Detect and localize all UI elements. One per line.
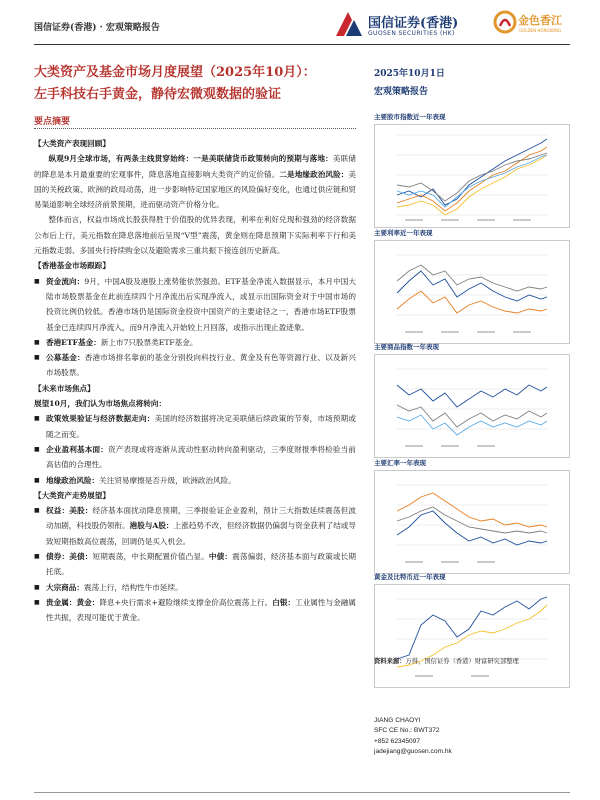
section-title-review: 【大类资产表现回顾】 xyxy=(34,139,110,148)
bullet-equity: ■ 权益：美股：经济基本面扰动降息预期，三季报验证企业盈利，预计三大指数延续震荡但波动加剧，科技股仍领衔。港股与A股：上涨趋势不改，但经济数据仍偏弱与资金获利了结或导致短期指数高位震荡，回调仍是买入机会。 xyxy=(34,503,356,549)
brand-name-cn: 国信证券(香港) xyxy=(368,16,459,31)
chart-frame xyxy=(374,584,570,688)
chart-fx-rates xyxy=(374,458,570,574)
chart-interest-rates-plot xyxy=(375,241,569,343)
chart-frame xyxy=(374,240,570,344)
chart-frame xyxy=(374,354,570,458)
chart-series-line xyxy=(397,597,547,659)
report-date: 2025年10月1日 xyxy=(374,69,445,79)
chart-fx-rates-plot xyxy=(375,471,569,573)
chart-title: 主要利率近一年表现 xyxy=(374,229,433,237)
summary-content xyxy=(34,136,356,626)
chart-series-line xyxy=(397,385,547,407)
bullet-bonds: ■ 债券：美债：短期震荡，中长期配置价值凸显。中债：震荡偏弱，经济基本面与政策或长期托底。 xyxy=(34,549,356,580)
report-title xyxy=(34,62,364,106)
chart-commodity-indices xyxy=(374,342,570,458)
report-category: 宏观策略报告 xyxy=(374,87,429,97)
bullet-marker-icon: ■ xyxy=(34,598,40,606)
chart-commodity-indices-plot xyxy=(375,355,569,457)
analyst-sfc: SFC CE No.: BWT372 xyxy=(374,727,440,735)
bullet-marker-icon: ■ xyxy=(34,338,40,346)
section-title-hk-funds: 【香港基金市场跟踪】 xyxy=(34,261,110,271)
brand2-name-en: GOLDEN HONGKONG xyxy=(519,28,562,33)
analyst-name: JIANG CHAOYI xyxy=(374,717,421,724)
bullet-marker-icon: ■ xyxy=(34,415,40,423)
chart-frame xyxy=(374,470,570,574)
breadcrumb: 国信证券(香港) · 宏观策略报告 xyxy=(34,23,160,33)
bullet-policy: ■ 政策效果验证与经济数据走向：美国的经济数据将决定美联储后续政策的节奏，市场预期或随之而变。 xyxy=(34,411,356,442)
chart-title: 主要股市指数近一年表现 xyxy=(374,113,446,121)
review-paragraph-1: 纵观9月全球市场，有两条主线贯穿始终：一是美联储货币政策转向的预期与落地：美联储的降息是本月最重要的宏观事件，降息落地直接影响大类资产的定价锚。二是地缘政治风险：美国的关税政策、欧洲的政局动荡，进一步影响特定国家地区的风险偏好变化，也通过供应链和贸易渠道影响全球经济前景预期，进而驱动资产价格分化。 xyxy=(34,154,357,210)
chart-equity-indices-plot xyxy=(375,125,569,227)
summary-column xyxy=(34,114,356,794)
bullet-geopolitics: ■ 地缘政治风险：关注贸易摩擦是否升级，欧洲政治风险。 xyxy=(34,473,356,488)
section-title-focus: 【未来市场焦点】 xyxy=(34,383,95,393)
analyst-phone: +852 62345097 xyxy=(374,737,421,745)
footer-divider xyxy=(34,792,570,793)
page-header xyxy=(0,0,600,44)
bullet-hk-etf: ■ 香港ETF基金：新上市7只股票类ETF基金。 xyxy=(34,335,356,350)
report-title-line1: 大类资产及基金市场月度展望（2025年10月）： xyxy=(34,65,316,80)
analyst-email[interactable]: jadejiang@guosen.com.hk xyxy=(374,748,452,756)
summary-divider xyxy=(34,128,356,129)
chart-title: 主要汇率一年表现 xyxy=(374,459,426,467)
brand-name-en: GUOSEN SECURITIES (HK) xyxy=(368,30,455,37)
focus-lead: 展望10月，我们认为市场焦点将转向： xyxy=(34,399,167,409)
golden-hongkong-logo-icon xyxy=(492,8,518,36)
chart-title: 主要商品指数一年表现 xyxy=(374,343,439,351)
guosen-logo-icon xyxy=(334,10,364,38)
bullet-marker-icon: ■ xyxy=(34,354,40,362)
guosen-logo xyxy=(334,10,484,40)
bullet-commodities: ■ 大宗商品：震荡上行，结构性牛市延续。 xyxy=(34,580,356,595)
chart-equity-indices xyxy=(374,112,570,228)
bullet-marker-icon: ■ xyxy=(34,583,40,591)
bullet-marker-icon: ■ xyxy=(34,277,40,285)
golden-hongkong-logo xyxy=(492,8,572,40)
report-title-line2: 左手科技右手黄金，静待宏微观数据的验证 xyxy=(34,87,282,102)
chart-frame xyxy=(374,124,570,228)
bullet-precious-metals: ■ 贵金属：黄金：降息+央行需求+避险继续支撑金价高位震荡上行。白银：工业属性与金融属性共振，表现可能优于黄金。 xyxy=(34,595,356,626)
chart-interest-rates xyxy=(374,228,570,344)
analyst-contact xyxy=(374,716,570,758)
bullet-earnings: ■ 企业盈利基本面：资产表现或将逐渐从流动性驱动转向盈利驱动，三季度财报季将检验当前高估值的合理性。 xyxy=(34,442,356,473)
chart-series-line xyxy=(397,511,547,545)
bullet-marker-icon: ■ xyxy=(34,507,40,515)
bullet-fund-flow: ■ 资金流向：9月，中国A股及港股上涨势能依然强劲。ETF基金净流入数据显示，本月中国大陆市场股票基金在此前连续四个月净流出后实现净流入，或显示出国际资金对于中国市场的投资比例仍较低。香港市场仍是国际资金投资中国资产的主要途径之一，香港市场ETF股票基金已连续四月净流入，而9月净流入开始较上月回落，或指示出现止盈迹象。 xyxy=(34,274,356,335)
chart-series-line xyxy=(397,155,547,207)
bullet-marker-icon: ■ xyxy=(34,476,40,484)
bullet-public-funds: ■ 公募基金：香港市场排名靠前的基金分别投向科技行业、黄金及有色等资源行业、以及新兴市场股票。 xyxy=(34,350,356,381)
section-title-outlook: 【大类资产走势展望】 xyxy=(34,490,110,500)
chart-gold-bitcoin xyxy=(374,572,570,688)
chart-source-note: 资料来源：万得，国信证券（香港）财富研究部整理 xyxy=(374,658,519,665)
brand2-name-cn: 金色香江 xyxy=(518,14,562,27)
chart-gold-bitcoin-plot xyxy=(375,585,569,687)
chart-series-line xyxy=(397,493,547,527)
chart-series-line xyxy=(397,153,547,201)
chart-series-line xyxy=(397,291,547,313)
header-divider xyxy=(34,44,570,45)
bullet-marker-icon: ■ xyxy=(34,445,40,453)
chart-title: 黄金及比特币近一年表现 xyxy=(374,573,446,581)
review-paragraph-2: 整体而言，权益市场成长股获得胜于价值股的优异表现，利率在利好兑现和强劲的经济数据公布后上行，美元指数在降息落地前后呈现“V型”震荡，黄金则在降息预期下实际利率下行和美元指数走弱、多国央行持续购金以及避险需求三重共振下接连创历史新高。 xyxy=(34,215,356,256)
summary-heading: 要点摘要 xyxy=(34,117,71,127)
bullet-marker-icon: ■ xyxy=(34,553,40,561)
chart-series-line xyxy=(397,507,547,533)
